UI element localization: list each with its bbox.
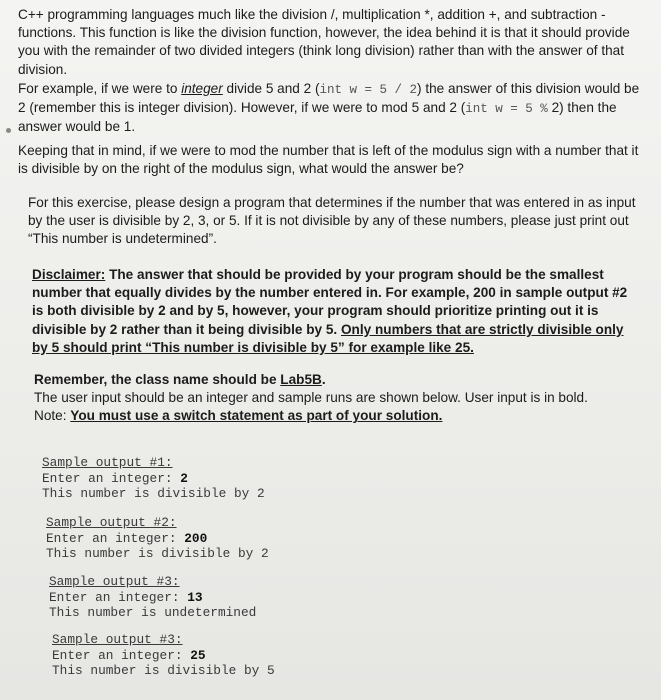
sample-prompt: Enter an integer: xyxy=(42,470,181,486)
sample-output-2 xyxy=(46,515,269,562)
example-text-4: 2) then the answer would be 1. xyxy=(18,100,617,135)
sample-result: This number is divisible by 5 xyxy=(52,663,275,678)
intro-paragraph xyxy=(18,6,648,79)
example-text-3: ) the answer of this division would be 2 (remember this is integer division). However, if we were to mod 5 and 2 ( xyxy=(18,81,640,116)
sample-prompt: Enter an integer: xyxy=(52,647,191,663)
sample-output-4 xyxy=(52,632,275,679)
sample-output-3 xyxy=(49,574,256,621)
integer-emphasis: integer xyxy=(181,81,223,96)
sample-input: 2 xyxy=(180,470,188,486)
sample-result: This number is divisible by 2 xyxy=(46,546,269,561)
disclaimer-underlined-text: Only numbers that are strictly divisible only by 5 should print “This number is divisible by 5” for example like 25. xyxy=(32,321,624,355)
sample-input: 25 xyxy=(190,647,206,663)
example-text-2: divide 5 and 2 ( xyxy=(222,81,320,96)
classname-text: Remember, the class name should be xyxy=(34,372,281,387)
sample-title: Sample output #3: xyxy=(52,632,183,647)
sample-title: Sample output #3: xyxy=(49,574,180,589)
classname-value: Lab5B xyxy=(280,372,322,387)
sample-title: Sample output #2: xyxy=(46,515,177,530)
intro-text: C++ programming languages much like the division /, multiplication *, addition +, and subtraction - functions. This function is like the division function, however, the idea behind it is that it should provide you with the remainder of two divided integers (think long division) rather than with the answer of that division. xyxy=(18,7,630,77)
classname-line xyxy=(34,371,634,389)
margin-bullet xyxy=(6,128,11,133)
sample-prompt-line xyxy=(49,590,256,606)
classname-period: . xyxy=(321,372,326,387)
instructions-paragraph xyxy=(34,371,634,426)
code-int-mod: int w = 5 % xyxy=(465,102,548,117)
disclaimer-paragraph xyxy=(32,266,642,357)
question-paragraph xyxy=(18,142,648,178)
sample-prompt-line xyxy=(46,531,269,547)
sample-prompt-line xyxy=(42,471,265,487)
code-int-division: int w = 5 / 2 xyxy=(319,83,418,97)
sample-prompt-line xyxy=(52,648,275,664)
sample-input: 13 xyxy=(187,589,203,605)
sample-title: Sample output #1: xyxy=(42,455,173,470)
disclaimer-label: Disclaimer: xyxy=(32,267,106,282)
exercise-text: For this exercise, please design a program that determines if the number that was entered in as input by the user is divisible by 2, 3, or 5. If it is not divisible by any of these numbers, please just print out “This number is undetermined”. xyxy=(28,195,636,247)
note-line xyxy=(34,407,634,425)
example-paragraph xyxy=(18,80,648,137)
sample-output-1 xyxy=(42,455,265,502)
sample-prompt: Enter an integer: xyxy=(49,589,188,605)
disclaimer-text: The answer that should be provided by your program should be the smallest number that equally divides by the number entered in. For example, 200 in sample output #2 is both divisible by 2 and by 5, however, your program should prioritize printing out it is divisible by 2 rather than it being divisible by 5. xyxy=(32,267,628,337)
sample-prompt: Enter an integer: xyxy=(46,530,185,546)
question-text: Keeping that in mind, if we were to mod the number that is left of the modulus sign with a number that it is divisible by on the right of the modulus sign, what would the answer be? xyxy=(18,143,639,177)
input-description: The user input should be an integer and sample runs are shown below. User input is in bold. xyxy=(34,390,588,406)
note-text: You must use a switch statement as part of your solution. xyxy=(70,408,443,424)
sample-result: This number is divisible by 2 xyxy=(42,486,265,501)
note-label: Note: xyxy=(34,408,71,424)
exercise-paragraph xyxy=(28,194,638,249)
sample-input: 200 xyxy=(184,530,208,546)
example-text-1: For example, if we were to xyxy=(18,81,182,96)
sample-result: This number is undetermined xyxy=(49,605,257,620)
